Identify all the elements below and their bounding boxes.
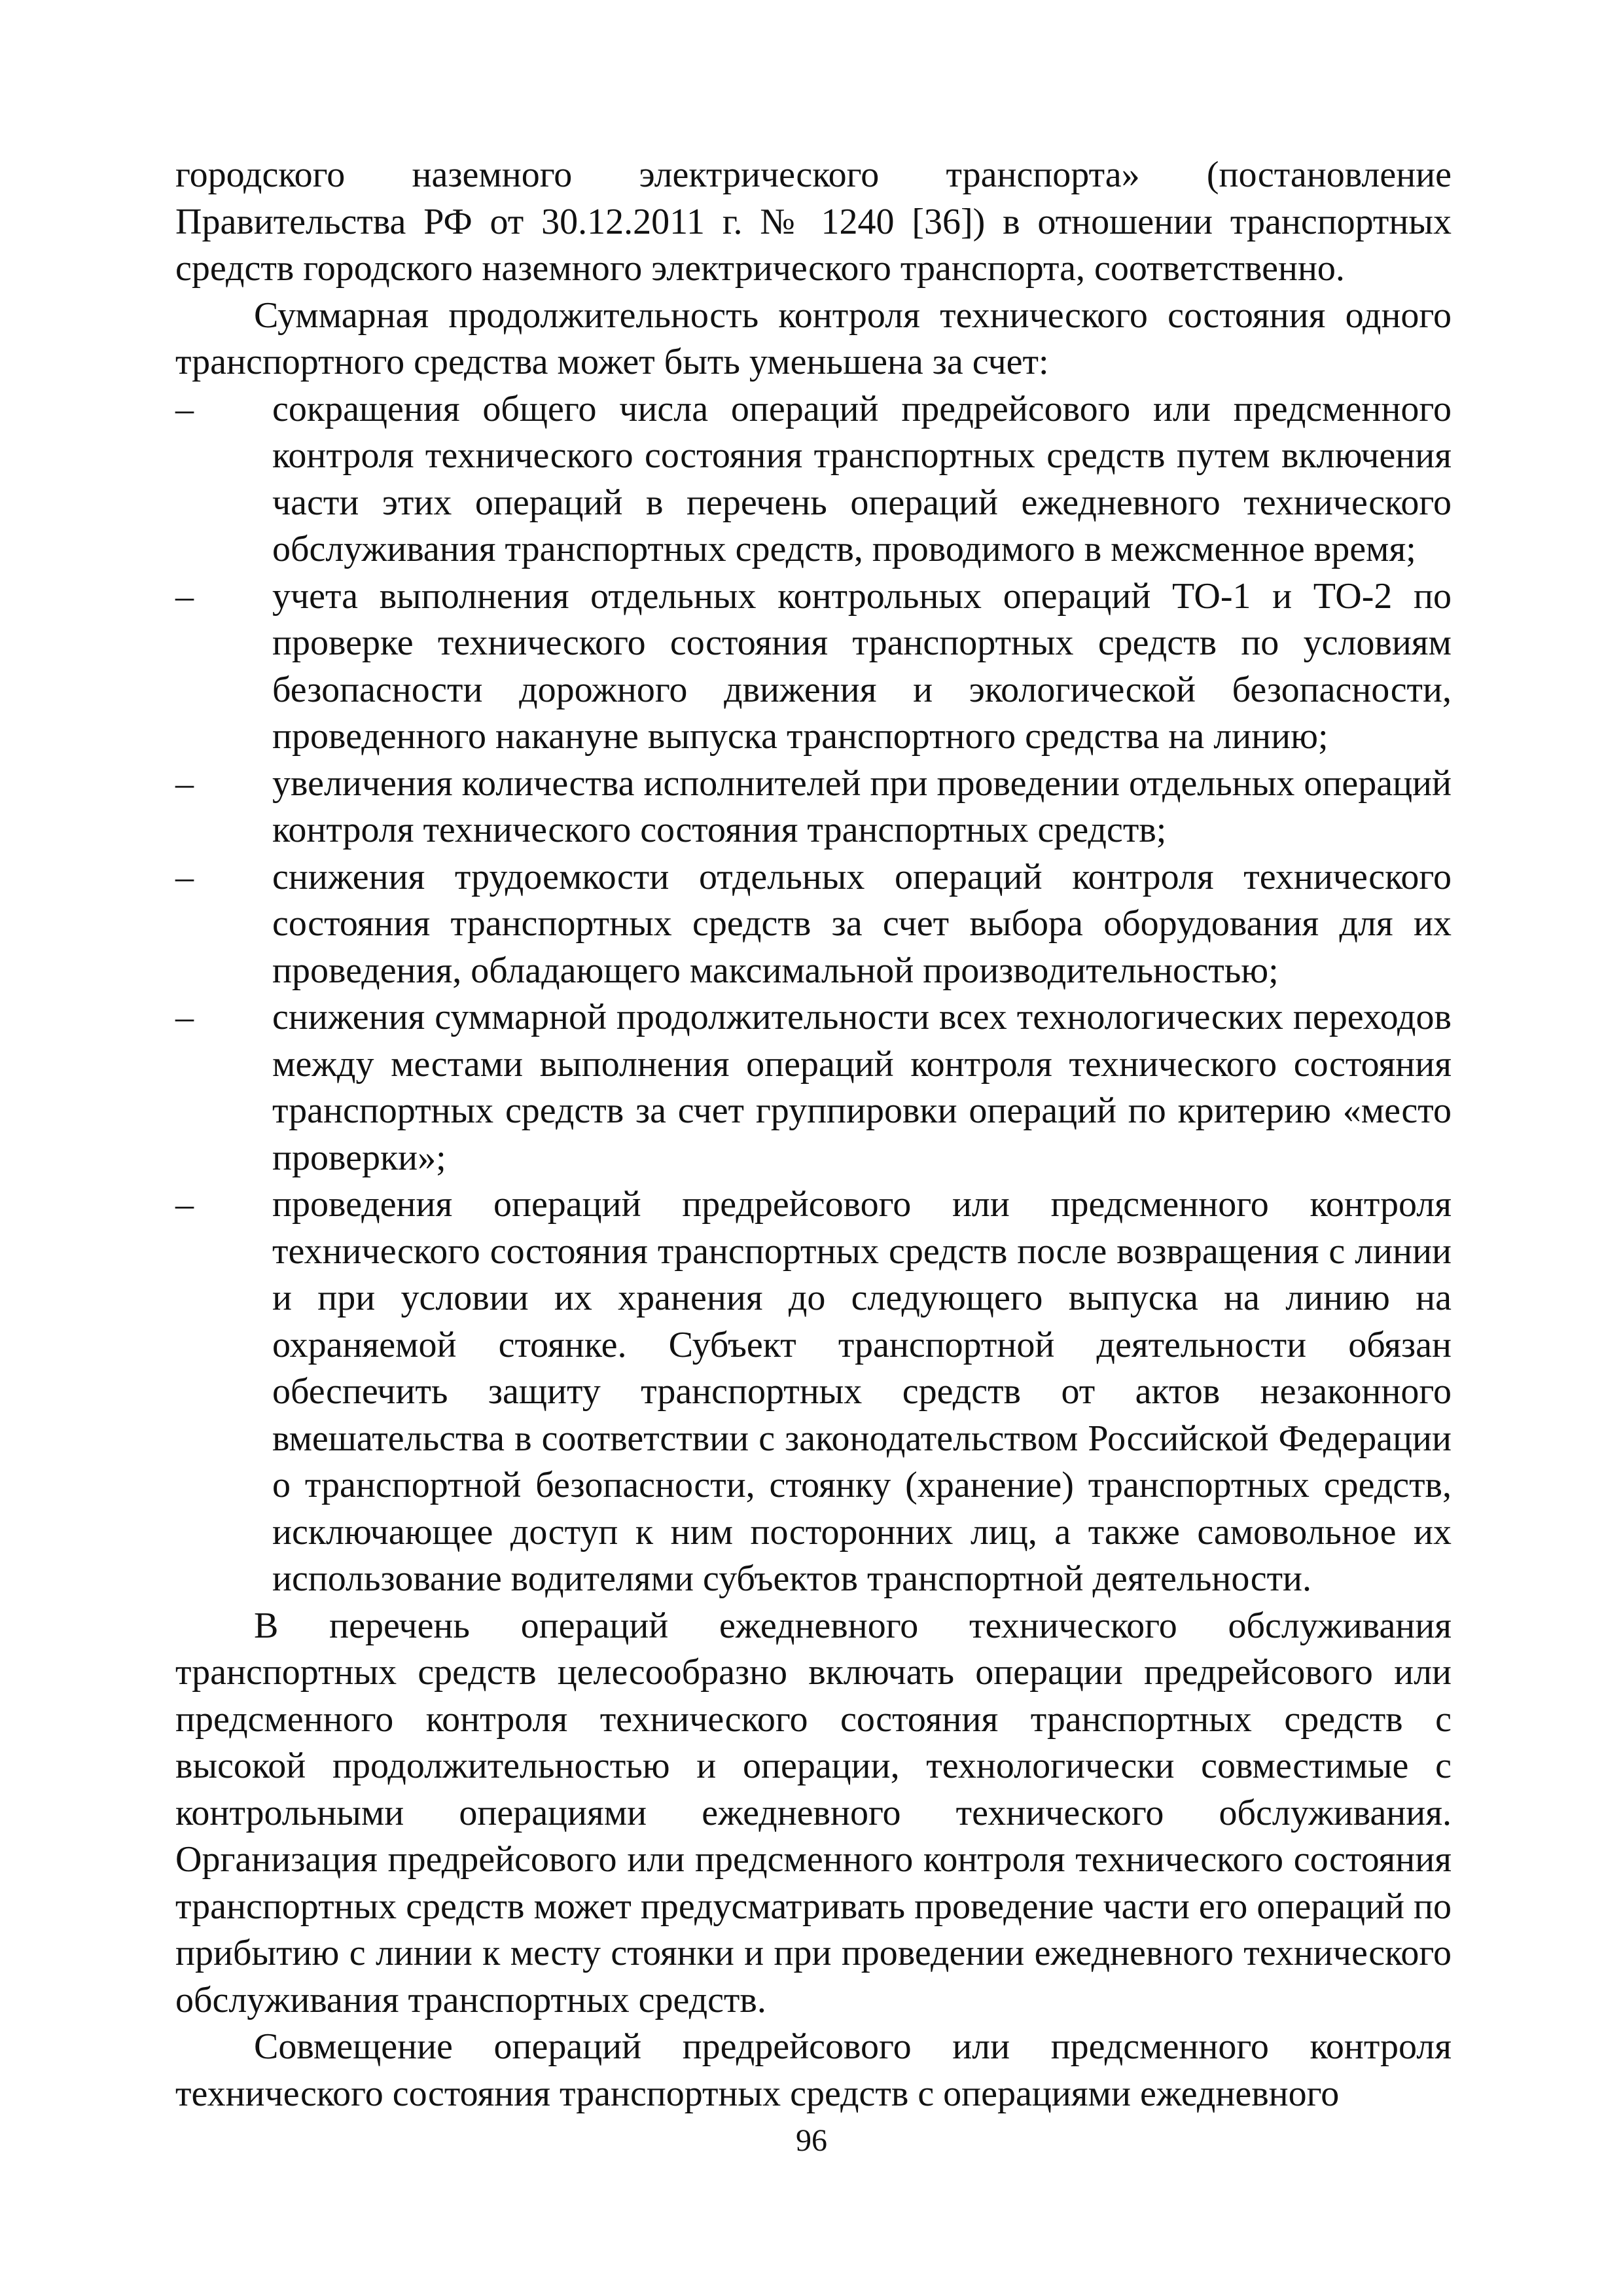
list-item: [175, 386, 1452, 573]
list-item-text: учета выполнения отдельных контрольных операций ТО-1 и ТО-2 по проверке технического состояния транспортных средств по условиям безопасности дорожного движения и экологической безопасности, проведенного накануне выпуска транспортного средства на линию;: [272, 575, 1452, 757]
paragraph-body: Совмещение операций предрейсового или предсменного контроля технического состояния транспортных средств с операциями ежедневного: [175, 2026, 1452, 2114]
dash-bullet-icon: –: [175, 1184, 194, 1225]
paragraph-intro: Суммарная продолжительность контроля технического состояния одного транспортного средства может быть уменьшена за счет:: [175, 295, 1452, 382]
list-item-text: сокращения общего числа операций предрейсового или предсменного контроля технического состояния транспортных средств путем включения части этих операций в перечень операций ежедневного технического обслуживания транспортных средств, проводимого в межсменное время;: [272, 388, 1452, 569]
dash-bullet-icon: –: [175, 575, 194, 617]
list-item: [175, 1181, 1452, 1603]
dash-bullet-icon: –: [175, 388, 194, 429]
page-body: [175, 152, 1452, 2117]
list-item: [175, 994, 1452, 1181]
dash-bullet-icon: –: [175, 997, 194, 1037]
list-item-text: снижения суммарной продолжительности всех технологических переходов между местами выполнения операций контроля технического состояния транспортных средств за счет группировки операций по критерию «место проверки»;: [272, 997, 1452, 1178]
bullet-list: [175, 386, 1452, 1603]
list-item-text: увеличения количества исполнителей при проведении отдельных операций контроля технического состояния транспортных средств;: [272, 762, 1452, 850]
page-number: 96: [796, 2123, 827, 2158]
list-item: [175, 854, 1452, 995]
list-item: [175, 573, 1452, 761]
dash-bullet-icon: –: [175, 762, 194, 804]
dash-bullet-icon: –: [175, 856, 194, 897]
paragraph-continuation: городского наземного электрического транспорта» (постановление Правительства РФ от 30.12.2011 г. № 1240 [36]) в отношении транспортных средств городского наземного электрического транспорта, соответственно.: [175, 154, 1452, 289]
list-item-text: проведения операций предрейсового или предсменного контроля технического состояния транспортных средств после возвращения с линии и при условии их хранения до следующего выпуска на линию на охраняемой стоянке. Субъект транспортной деятельности обязан обеспечить защиту транспортных средств от актов незаконного вмешательства в соответствии с законодательством Российской Федерации о транспортной безопасности, стоянку (хранение) транспортных средств, исключающее доступ к ним посторонних лиц, а также самовольное их использование водителями субъектов транспортной деятельности.: [272, 1184, 1452, 1599]
list-item-text: снижения трудоемкости отдельных операций контроля технического состояния транспортных средств за счет выбора оборудования для их проведения, обладающего максимальной производительностью;: [272, 856, 1452, 991]
paragraph-body: В перечень операций ежедневного технического обслуживания транспортных средств целесообразно включать операции предрейсового или предсменного контроля технического состояния транспортных средств с высокой продолжительностью и операции, технологически совместимые с контрольными операциями ежедневного технического обслуживания. Организация предрейсового или предсменного контроля технического состояния транспортных средств может предусматривать проведение части его операций по прибытию с линии к месту стоянки и при проведении ежедневного технического обслуживания транспортных средств.: [175, 1605, 1452, 2020]
list-item: [175, 761, 1452, 854]
